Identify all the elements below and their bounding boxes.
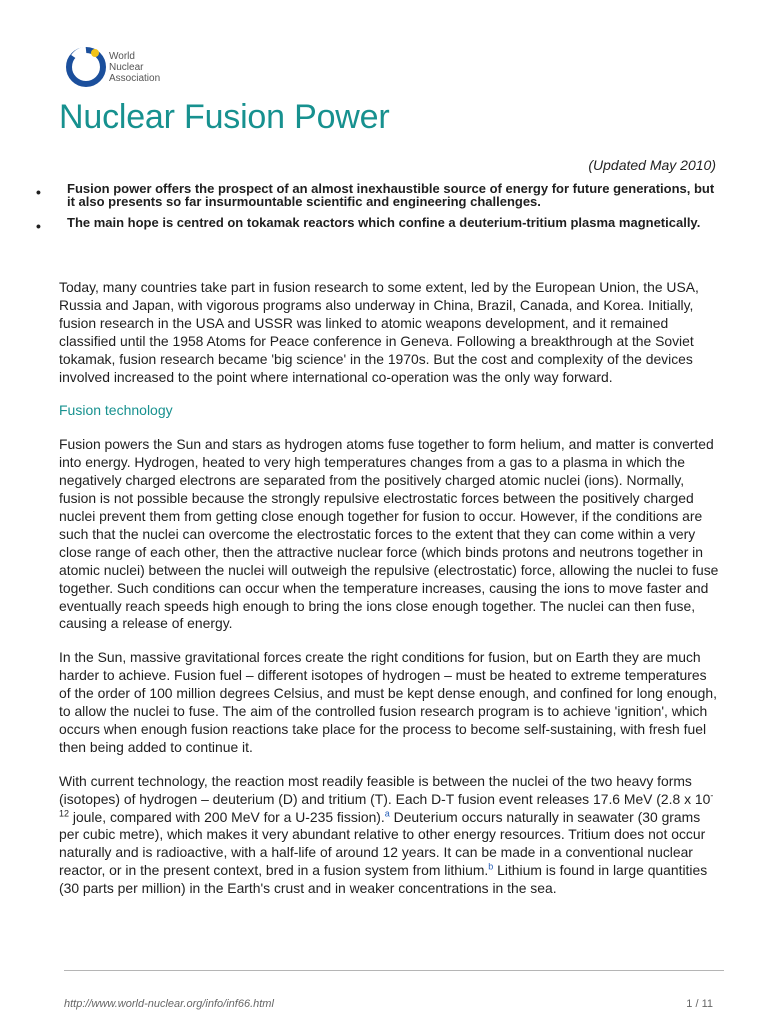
logo-text [109, 51, 160, 84]
paragraph-dt-reaction [59, 773, 720, 898]
footnote-link-b[interactable]: b [488, 861, 494, 872]
summary-bullet [34, 215, 724, 234]
paragraph-sun-conditions: In the Sun, massive gravitational forces create the right conditions for fusion, but on Earth they are much harder to achieve. Fusion fuel – different isotopes of hydrogen – must be heated to extreme temperatures of the order of 100 million degrees Celsius, and must be kept dense enough, and confined for long enough, to allow the nuclei to fuse. The aim of the controlled fusion research program is to achieve 'ignition', which occurs when enough fusion reactions take place for the process to become self-sustaining, with fresh fuel then being added to continue it. [59, 649, 717, 755]
footnote-link-a[interactable]: a [384, 807, 390, 818]
updated-date: (Updated May 2010) [588, 157, 716, 173]
wna-logo-mark [66, 43, 106, 87]
page-number: 1 / 11 [686, 998, 713, 1010]
summary-bullets [34, 182, 724, 237]
page-title: Nuclear Fusion Power [59, 98, 390, 136]
wna-logo [66, 43, 176, 87]
summary-bullet-text: Fusion power offers the prospect of an almost inexhaustible source of energy for future generations, but it also presents so far insurmountable scientific and engineering challenges. [67, 181, 715, 209]
text-segment: With current technology, the reaction most readily feasible is between the nuclei of the two heavy forms (isotopes) of hydrogen – deuterium (D) and tritium (T). Each D-T fusion event releases 17.6 MeV (2.8 x 10 [59, 772, 711, 807]
summary-bullet [34, 182, 724, 208]
text-segment: Deuterium occurs naturally in seawater (30 grams per cubic metre), which makes it very abundant relative to other energy resources. Tritium does not occur naturally and is radioactive, with a half-life of around 12 years. It can be made in a conventional nuclear reactor, or in the present context, bred in a fusion system from lithium. [59, 808, 706, 879]
logo-line-nuclear: Nuclear [109, 62, 144, 73]
paragraph-fusion-basics: Fusion powers the Sun and stars as hydrogen atoms fuse together to form helium, and matter is converted into energy. Hydrogen, heated to very high temperatures changes from a gas to a plasma in which the negatively charged electrons are separated from the positively charged atomic nuclei (ions). Normally, fusion is not possible because the strongly repulsive electrostatic forces between the positively charged nuclei prevent them from getting close enough together for fusion to occur. However, if the conditions are such that the nuclei can overcome the electrostatic forces to the extent that they can come within a very close range of each other, then the attractive nuclear force (which binds protons and neutrons together in atomic nuclei) between the nuclei will outweigh the repulsive (electrostatic) force, allowing the nuclei to fuse together. Such conditions can occur when the temperature increases, causing the ions to move faster and eventually reach speeds high enough to bring the ions close enough together. The nuclei can then fuse, causing a release of energy. [59, 436, 719, 632]
logo-line-world: World [109, 51, 135, 62]
bullet-dot-icon: • [36, 184, 41, 200]
section-heading: Fusion technology [59, 402, 173, 419]
footer-url[interactable]: http://www.world-nuclear.org/info/inf66.html [64, 998, 274, 1010]
text-segment: Lithium is found in large quantities (30 parts per million) in the Earth's crust and in weaker concentrations in the sea. [59, 862, 708, 897]
article-body [59, 279, 720, 914]
summary-bullet-text: The main hope is centred on tokamak reactors which confine a deuterium-tritium plasma magnetically. [67, 215, 701, 230]
text-segment: joule, compared with 200 MeV for a U-235 fission). [69, 808, 385, 825]
exponent: -12 [59, 790, 714, 818]
footer-divider [64, 970, 724, 971]
intro-paragraph: Today, many countries take part in fusion research to some extent, led by the European Union, the USA, Russia and Japan, with vigorous programs also underway in China, Brazil, Canada, and Korea. Initially, fusion research in the USA and USSR was linked to atomic weapons development, and it remained classified until the 1958 Atoms for Peace conference in Geneva. Following a breakthrough at the Soviet tokamak, fusion research became 'big science' in the 1970s. But the cost and complexity of the devices involved increased to the point where international co-operation was the only way forward. [59, 279, 699, 385]
logo-line-association: Association [109, 73, 161, 84]
bullet-dot-icon: • [36, 218, 41, 234]
